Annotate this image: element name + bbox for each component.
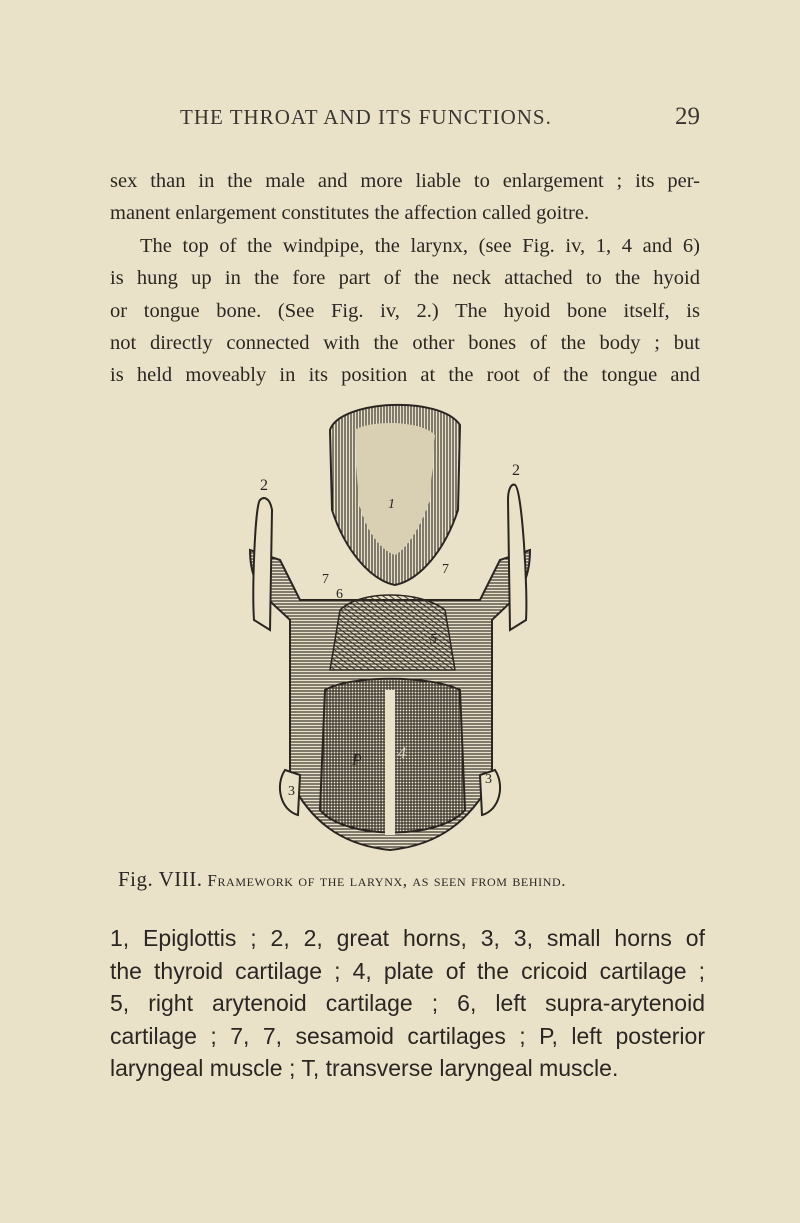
larynx-engraving [230, 390, 550, 860]
body-line: is held moveably in its position at the root of the tongue and [110, 364, 700, 387]
right-great-horn [508, 485, 526, 630]
fig-label-2-right: 2 [512, 462, 520, 479]
legend-line: cartilage ; 7, 7, sesamoid cartilages ; P, left posterior [110, 1022, 705, 1049]
fig-label-5: 5 [430, 632, 437, 647]
body-line: manent enlargement constitutes the affection called goitre. [110, 202, 590, 225]
body-paragraph [110, 165, 700, 392]
body-line: not directly connected with the other bones of the body ; but [110, 332, 700, 355]
legend-line: laryngeal muscle ; T, transverse laryngeal muscle. [110, 1055, 619, 1081]
figure-number: Fig. VIII. [118, 867, 203, 891]
fig-label-3-left: 3 [288, 784, 295, 799]
fig-label-4: 4 [398, 745, 406, 762]
figure-caption [118, 867, 700, 892]
legend-line: 5, right arytenoid cartilage ; 6, left supra-arytenoid [110, 990, 705, 1016]
caption-text: Framework of the larynx, as seen from behind. [207, 871, 567, 890]
legend-line: 1, Epiglottis ; 2, 2, great horns, 3, 3, small horns of [110, 925, 705, 951]
running-title: THE THROAT AND ITS FUNCTIONS. [180, 105, 552, 129]
fig-label-3-right: 3 [485, 772, 492, 787]
page-number: 29 [675, 103, 700, 130]
legend-line: the thyroid cartilage ; 4, plate of the cricoid cartilage ; [110, 957, 705, 984]
body-line: or tongue bone. (See Fig. iv, 2.) The hyoid bone itself, is [110, 299, 700, 322]
body-line: is hung up in the fore part of the neck attached to the hyoid [110, 267, 700, 290]
fig-label-6: 6 [336, 587, 343, 602]
body-line: The top of the windpipe, the larynx, (see Fig. iv, 1, 4 and 6) [140, 234, 700, 257]
body-line: sex than in the male and more liable to enlargement ; its per- [110, 170, 700, 192]
fig-label-2-left: 2 [260, 477, 268, 494]
running-header [110, 105, 700, 135]
fig-label-7-left: 7 [322, 572, 329, 587]
left-great-horn [253, 498, 272, 630]
fig-label-P: P [352, 752, 362, 769]
fig-label-1: 1 [388, 497, 395, 512]
larynx-illustration [230, 390, 550, 860]
figure-legend [110, 922, 705, 1085]
fig-label-7-right: 7 [442, 562, 449, 577]
